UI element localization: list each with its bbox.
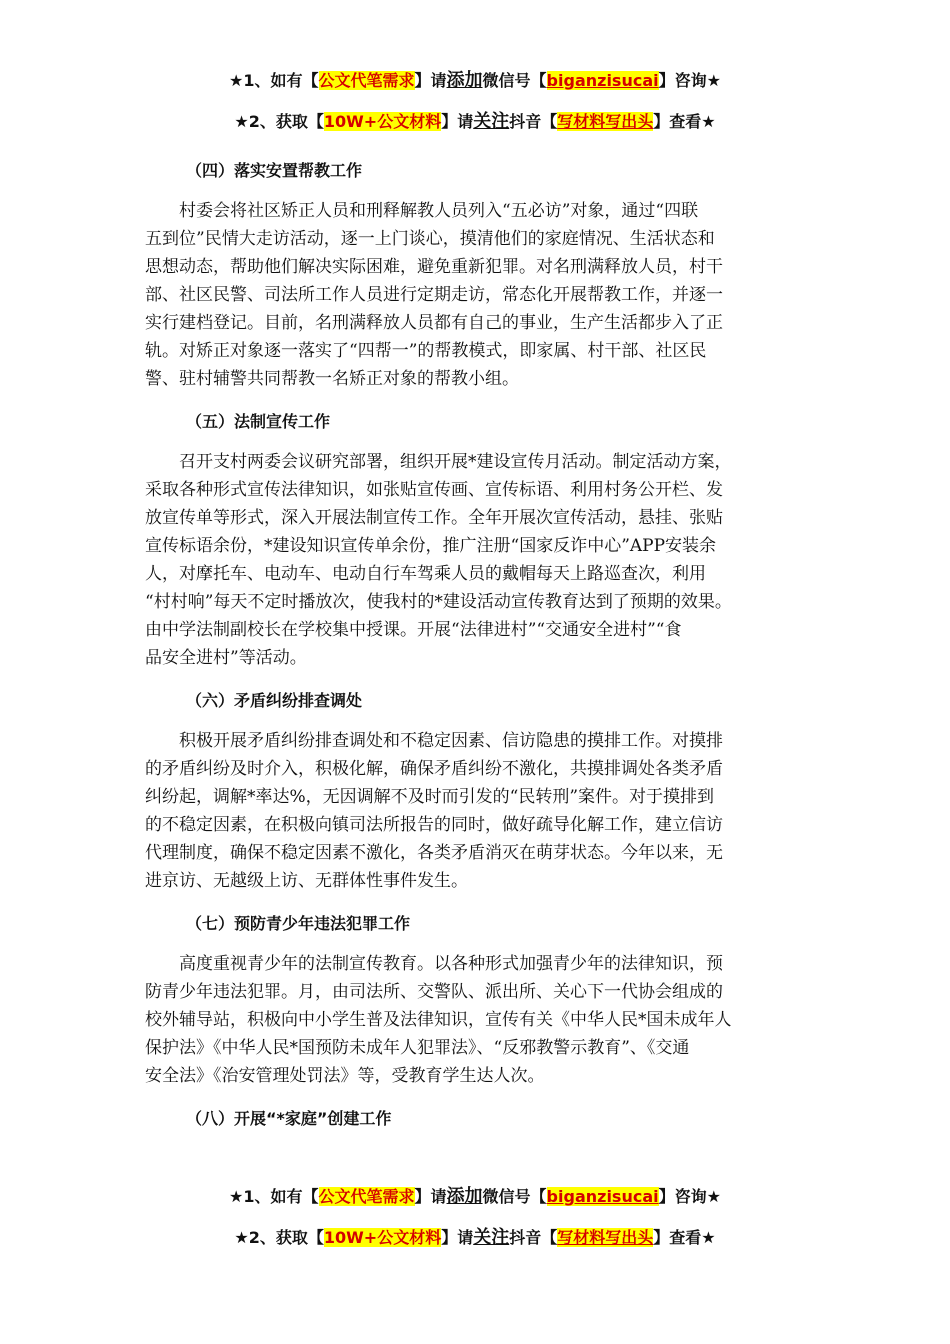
- text-line: 防青少年违法犯罪。月，由司法所、交警队、派出所、关心下一代协会组成的: [145, 982, 723, 1002]
- text-line: 保护法》《中华人民*国预防未成年人犯罪法》、“反邪教警示教育”、《交通: [145, 1038, 690, 1058]
- top-promo-line-2: [0, 111, 950, 133]
- section-body-6: [145, 727, 805, 895]
- emphasis-follow: 关注: [473, 1227, 510, 1248]
- section-body-5: [145, 448, 805, 672]
- banner-text: 】请: [441, 112, 474, 131]
- text-line: 村委会将社区矫正人员和刑释解教人员列入“五必访”对象，通过“四联: [145, 201, 699, 221]
- emphasis-add: 添加: [446, 1186, 483, 1207]
- section-heading-4: （四）落实安置帮教工作: [186, 161, 363, 180]
- text-line: 部、社区民警、司法所工作人员进行定期走访，常态化开展帮教工作，并逐一: [145, 285, 723, 305]
- text-line: 由中学法制副校长在学校集中授课。开展“法律进村”“交通安全进村”“食: [145, 620, 682, 640]
- wechat-id: biganzisucai: [546, 71, 659, 90]
- text-line: 人，对摩托车、电动车、电动自行车驾乘人员的戴帽每天上路巡查次，利用: [145, 564, 706, 584]
- text-line: 的不稳定因素，在积极向镇司法所报告的同时，做好疏导化解工作，建立信访: [145, 815, 723, 835]
- banner-text: 】查看★: [653, 1228, 716, 1247]
- bottom-promo-line-2: [0, 1227, 950, 1249]
- highlight-materials: 10W+公文材料: [323, 1228, 442, 1247]
- text-line: 警、驻村辅警共同帮教一名矫正对象的帮教小组。: [145, 369, 519, 389]
- text-line: 召开支村两委会议研究部署，组织开展*建设宣传月活动。制定活动方案，: [145, 452, 732, 472]
- text-line: 轨。对矫正对象逐一落实了“四帮一”的帮教模式，即家属、村干部、社区民: [145, 341, 707, 361]
- text-line: 思想动态，帮助他们解决实际困难，避免重新犯罪。对名刑满释放人员，村干: [145, 257, 723, 277]
- banner-text: 】咨询★: [658, 71, 721, 90]
- text-line: 安全法》《治安管理处罚法》等，受教育学生达人次。: [145, 1066, 545, 1086]
- highlight-ghostwriting: 公文代笔需求: [318, 71, 415, 90]
- text-line: 代理制度，确保不稳定因素不激化，各类矛盾消灭在萌芽状态。今年以来，无: [145, 843, 723, 863]
- highlight-materials: 10W+公文材料: [323, 112, 442, 131]
- banner-text: 微信号【: [482, 1187, 547, 1206]
- emphasis-add: 添加: [446, 70, 483, 91]
- banner-text: 抖音【: [509, 112, 558, 131]
- bottom-promo-line-1: [0, 1186, 950, 1208]
- highlight-ghostwriting: 公文代笔需求: [318, 1187, 415, 1206]
- text-line: 纠纷起，调解*率达%，无因调解不及时而引发的“民转刑”案件。对于摸排到: [145, 787, 715, 807]
- section-heading-6: （六）矛盾纠纷排查调处: [186, 691, 363, 710]
- section-heading-8: （八）开展“*家庭”创建工作: [186, 1109, 392, 1128]
- banner-text: ★2、获取【: [234, 112, 324, 131]
- banner-text: ★1、如有【: [229, 1187, 319, 1206]
- wechat-id: biganzisucai: [546, 1187, 659, 1206]
- text-line: 进京访、无越级上访、无群体性事件发生。: [145, 871, 468, 891]
- banner-text: 】查看★: [653, 112, 716, 131]
- text-line: 实行建档登记。目前，名刑满释放人员都有自己的事业，生产生活都步入了正: [145, 313, 723, 333]
- banner-text: 抖音【: [509, 1228, 558, 1247]
- douyin-account: 写材料写出头: [557, 112, 654, 131]
- text-line: 五到位”民情大走访活动，逐一上门谈心，摸清他们的家庭情况、生活状态和: [145, 229, 715, 249]
- text-line: 品安全进村”等活动。: [145, 648, 307, 668]
- text-line: 宣传标语余份，*建设知识宣传单余份，推广注册“国家反诈中心”APP安装余: [145, 536, 717, 556]
- section-heading-5: （五）法制宣传工作: [186, 412, 331, 431]
- text-line: 校外辅导站，积极向中小学生普及法律知识，宣传有关《中华人民*国未成年人: [145, 1010, 732, 1030]
- emphasis-follow: 关注: [473, 111, 510, 132]
- text-line: “村村响”每天不定时播放次，使我村的*建设活动宣传教育达到了预期的效果。: [145, 592, 732, 612]
- banner-text: ★2、获取【: [234, 1228, 324, 1247]
- text-line: 高度重视青少年的法制宣传教育。以各种形式加强青少年的法律知识，预: [145, 954, 723, 974]
- banner-text: 】请: [441, 1228, 474, 1247]
- text-line: 积极开展矛盾纠纷排查调处和不稳定因素、信访隐患的摸排工作。对摸排: [145, 731, 723, 751]
- section-heading-7: （七）预防青少年违法犯罪工作: [186, 914, 411, 933]
- section-body-7: [145, 950, 805, 1090]
- banner-text: 】请: [414, 71, 447, 90]
- text-line: 的矛盾纠纷及时介入，积极化解，确保矛盾纠纷不激化，共摸排调处各类矛盾: [145, 759, 723, 779]
- douyin-account: 写材料写出头: [557, 1228, 654, 1247]
- section-body-4: [145, 197, 805, 393]
- text-line: 放宣传单等形式，深入开展法制宣传工作。全年开展次宣传活动，悬挂、张贴: [145, 508, 723, 528]
- banner-text: 】请: [414, 1187, 447, 1206]
- text-line: 采取各种形式宣传法律知识，如张贴宣传画、宣传标语、利用村务公开栏、发: [145, 480, 723, 500]
- top-promo-line-1: [0, 70, 950, 92]
- banner-text: ★1、如有【: [229, 71, 319, 90]
- banner-text: 微信号【: [482, 71, 547, 90]
- banner-text: 】咨询★: [658, 1187, 721, 1206]
